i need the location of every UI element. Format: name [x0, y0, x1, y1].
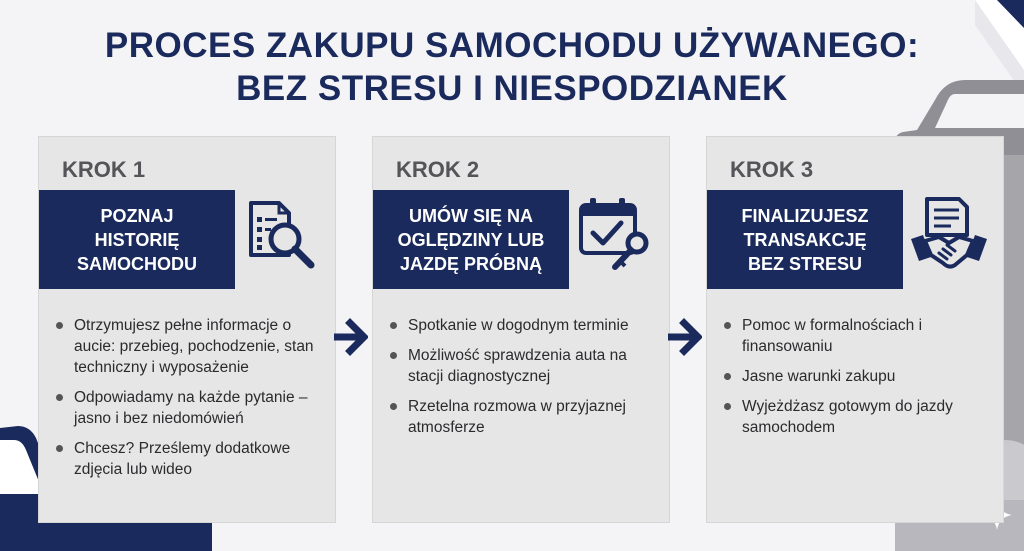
- bullet-item: Wyjeżdżasz gotowym do jazdy samochodem: [721, 396, 987, 438]
- contract-handshake-icon: [909, 195, 989, 275]
- bullet-item: Pomoc w formalnościach i finansowaniu: [721, 315, 987, 357]
- calendar-key-icon: [575, 195, 655, 275]
- step-heading: UMÓW SIĘ NA OGLĘDZINY LUB JAZDĘ PRÓBNĄ: [373, 190, 569, 289]
- step-bullets: [387, 315, 653, 447]
- page-title: [0, 24, 1024, 110]
- title-line-2: BEZ STRESU I NIESPODZIANEK: [236, 69, 788, 108]
- bullet-item: Chcesz? Prześlemy dodatkowe zdjęcia lub wideo: [53, 438, 319, 480]
- step-label: KROK 1: [62, 157, 146, 182]
- step-bullets: [721, 315, 987, 447]
- step-card-3: [706, 136, 1004, 523]
- step-bullets: [53, 315, 319, 489]
- arrow-right-icon: [668, 318, 702, 356]
- bullet-item: Możliwość sprawdzenia auta na stacji diagnostycznej: [387, 345, 653, 387]
- step-heading: FINALIZUJESZ TRANSAKCJĘ BEZ STRESU: [707, 190, 903, 289]
- bullet-item: Rzetelna rozmowa w przyjaznej atmosferze: [387, 396, 653, 438]
- bullet-item: Spotkanie w dogodnym terminie: [387, 315, 653, 336]
- arrow-right-icon: [334, 318, 368, 356]
- step-label: KROK 2: [396, 157, 480, 182]
- step-card-1: [38, 136, 336, 523]
- document-search-icon: [241, 195, 321, 275]
- bullet-item: Otrzymujesz pełne informacje o aucie: przebieg, pochodzenie, stan techniczny i wyposażenie: [53, 315, 319, 378]
- bullet-item: Odpowiadamy na każde pytanie – jasno i bez niedomówień: [53, 387, 319, 429]
- step-card-2: [372, 136, 670, 523]
- bullet-item: Jasne warunki zakupu: [721, 366, 987, 387]
- step-label: KROK 3: [730, 157, 814, 182]
- step-heading: POZNAJ HISTORIĘ SAMOCHODU: [39, 190, 235, 289]
- title-line-1: PROCES ZAKUPU SAMOCHODU UŻYWANEGO:: [104, 26, 920, 65]
